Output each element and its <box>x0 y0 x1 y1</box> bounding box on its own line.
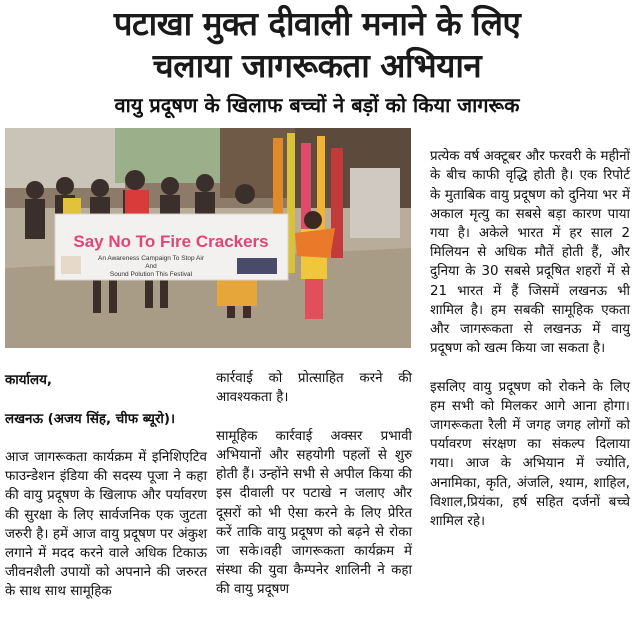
banner-line-2: And <box>145 263 157 270</box>
banner-left-graphic <box>61 256 81 274</box>
banner-line-1: An Awareness Campaign To Stop Air <box>98 255 204 262</box>
headline-line-1: पटाखा मुक्त दीवाली मनाने के लिए <box>113 4 521 43</box>
headline-line-2: चलाया जागरूकता अभियान <box>152 46 482 85</box>
banner-title: Say No To Fire Crackers <box>73 232 269 251</box>
paragraph-right-2: इसलिए वायु प्रदूषण को रोकने के लिए हम सभी को मिलकर आगे आना होगा।जागरूकता रैली में जगह जगह लोगों को पर्यावरण संरक्षण का संकल्प दिलाया गया। आज के अभियान में ज्योति, अनामिका, कृति, अंजलि, श्याम, शाहिल, विशाल,प्रियंका, हर्ष सहित दर्जनों बच्चे शामिल रहे। <box>430 379 630 530</box>
banner-right-graphic <box>237 258 277 274</box>
dateline-byline: लखनऊ (अजय सिंह, चीफ ब्यूरो)। <box>5 411 176 427</box>
paragraph-right-1: प्रत्येक वर्ष अक्टूबर और फरवरी के महीनों के बीच काफी वृद्धि होती है। एक रिपोर्ट के मुताबिक वायु प्रदूषण को दुनिया भर में अकाल मृत्यु का सबसे बड़ा कारण पाया गया है। अकेले भारत में हर साल 2 मिलियन से अधिक मौतें होती हैं, और दुनिया के 30 सबसे प्रदूषित शहरों में से 21 भारत में हैं जिसमें लखनऊ भी शामिल है। हम सबकी सामूहिक एकता और जागरूकता से लखनऊ में वायु प्रदूषण को खत्म किया जा सकता है। <box>430 149 630 357</box>
dateline-office: कार्यालय, <box>5 373 52 389</box>
banner-line-3: Sound Polution This Festival <box>109 271 193 278</box>
paragraph-middle-1: कार्रवाई को प्रोत्साहित करने की आवश्यकता है। <box>216 371 412 406</box>
news-photo <box>5 128 411 348</box>
paragraph-middle-2: सामूहिक कार्रवाई अक्सर प्रभावी अभियानों और सहयोगी पहलों से शुरु होती हैं। उन्होंने सभी से अपील किया की इस दीवाली पर पटाखे न जलाए और दूसरों को भी ऐसा करने के लिए प्रेरित करें ताकि वायु प्रदूषण को बढ़ने से रोका जा सके।वही जागरूकता कार्यक्रम में संस्था की युवा कैम्पनेर शालिनी ने कहा की वायु प्रदूषण <box>216 428 412 598</box>
article-column-middle <box>216 350 412 598</box>
article-column-left <box>5 352 207 600</box>
rally-photo-illustration <box>5 128 411 348</box>
paragraph-left: आज जागरूकता कार्यक्रम में इनिशिएटिव फाउन्डेशन इंडिया की सदस्य पूजा ने कहा की वायु प्रदूषण के खिलाफ और पर्यावरण की सुरक्षा के लिए सार्वजनिक एक जुटता जरुरी है। हमें आज वायु प्रदूषण पर अंकुश लगाने में मदद करने वाले अधिक टिकाऊ जीवनशैली उपायों को अपनाने की जरुरत के साथ साथ सामूहिक <box>5 450 207 600</box>
article-column-right <box>430 128 630 578</box>
subheadline: वायु प्रदूषण के खिलाफ बच्चों ने बड़ों को किया जागरूक <box>114 93 520 117</box>
